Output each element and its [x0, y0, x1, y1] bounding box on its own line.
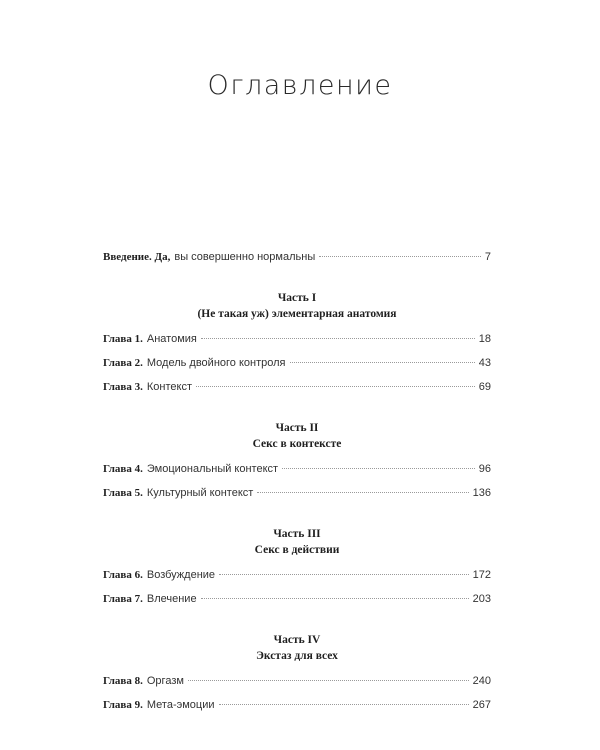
toc-entry-page: 172 — [472, 569, 491, 581]
part-name: Экстаз для всех — [256, 650, 338, 662]
part-label: Часть IV — [273, 634, 321, 646]
toc-entry-chapter-9[interactable] — [103, 698, 491, 722]
leader-dots — [219, 574, 469, 575]
part-heading — [103, 526, 491, 558]
leader-dots — [219, 704, 469, 705]
toc-entry-lead: Глава 4. — [103, 463, 143, 475]
toc-entry-page: 240 — [472, 675, 491, 687]
part-name: (Не такая уж) элементарная анатомия — [197, 308, 397, 320]
leader-dots — [188, 680, 469, 681]
table-of-contents — [103, 250, 491, 722]
part-heading — [103, 420, 491, 452]
toc-entry-lead: Глава 5. — [103, 487, 143, 499]
toc-entry-lead: Глава 8. — [103, 675, 143, 687]
toc-entry-page: 136 — [472, 487, 491, 499]
toc-entry-page: 18 — [478, 333, 491, 345]
toc-entry-chapter-2[interactable] — [103, 356, 491, 380]
toc-entry-title: Анатомия — [146, 333, 197, 345]
leader-dots — [201, 338, 475, 339]
toc-entry-chapter-5[interactable] — [103, 486, 491, 510]
toc-entry-page: 203 — [472, 593, 491, 605]
part-label: Часть II — [275, 422, 319, 434]
toc-entry-title: Возбуждение — [146, 569, 216, 581]
toc-entry-lead: Глава 7. — [103, 593, 143, 605]
leader-dots — [290, 362, 475, 363]
toc-entry-page: 267 — [472, 699, 491, 711]
leader-dots — [196, 386, 475, 387]
toc-entry-intro[interactable] — [103, 250, 491, 274]
part-heading — [103, 632, 491, 664]
toc-entry-lead: Глава 3. — [103, 381, 143, 393]
toc-entry-title: Контекст — [146, 381, 192, 393]
toc-entry-page: 69 — [478, 381, 491, 393]
toc-entry-page: 96 — [478, 463, 491, 475]
toc-entry-chapter-3[interactable] — [103, 380, 491, 404]
toc-entry-title: Мета-эмоции — [146, 699, 215, 711]
toc-entry-lead: Введение. Да, — [103, 251, 171, 263]
leader-dots — [319, 256, 481, 257]
toc-entry-title: Эмоциональный контекст — [146, 463, 279, 475]
toc-entry-chapter-6[interactable] — [103, 568, 491, 592]
toc-entry-title: Оргазм — [146, 675, 184, 687]
toc-entry-lead: Глава 1. — [103, 333, 143, 345]
toc-entry-page: 7 — [484, 251, 491, 263]
leader-dots — [257, 492, 468, 493]
page-title: Оглавление — [207, 70, 393, 101]
toc-entry-title: Модель двойного контроля — [146, 357, 286, 369]
toc-entry-chapter-7[interactable] — [103, 592, 491, 616]
toc-entry-chapter-8[interactable] — [103, 674, 491, 698]
leader-dots — [282, 468, 475, 469]
toc-entry-chapter-1[interactable] — [103, 332, 491, 356]
part-name: Секс в контексте — [252, 438, 342, 450]
toc-entry-page: 43 — [478, 357, 491, 369]
part-name: Секс в действии — [254, 544, 340, 556]
leader-dots — [201, 598, 469, 599]
toc-entry-title: Культурный контекст — [146, 487, 254, 499]
toc-entry-chapter-4[interactable] — [103, 462, 491, 486]
part-heading — [103, 290, 491, 322]
toc-entry-lead: Глава 2. — [103, 357, 143, 369]
part-label: Часть I — [277, 292, 317, 304]
toc-entry-title: вы совершенно нормальны — [174, 251, 316, 263]
toc-entry-lead: Глава 6. — [103, 569, 143, 581]
toc-entry-title: Влечение — [146, 593, 197, 605]
toc-entry-lead: Глава 9. — [103, 699, 143, 711]
part-label: Часть III — [273, 528, 321, 540]
